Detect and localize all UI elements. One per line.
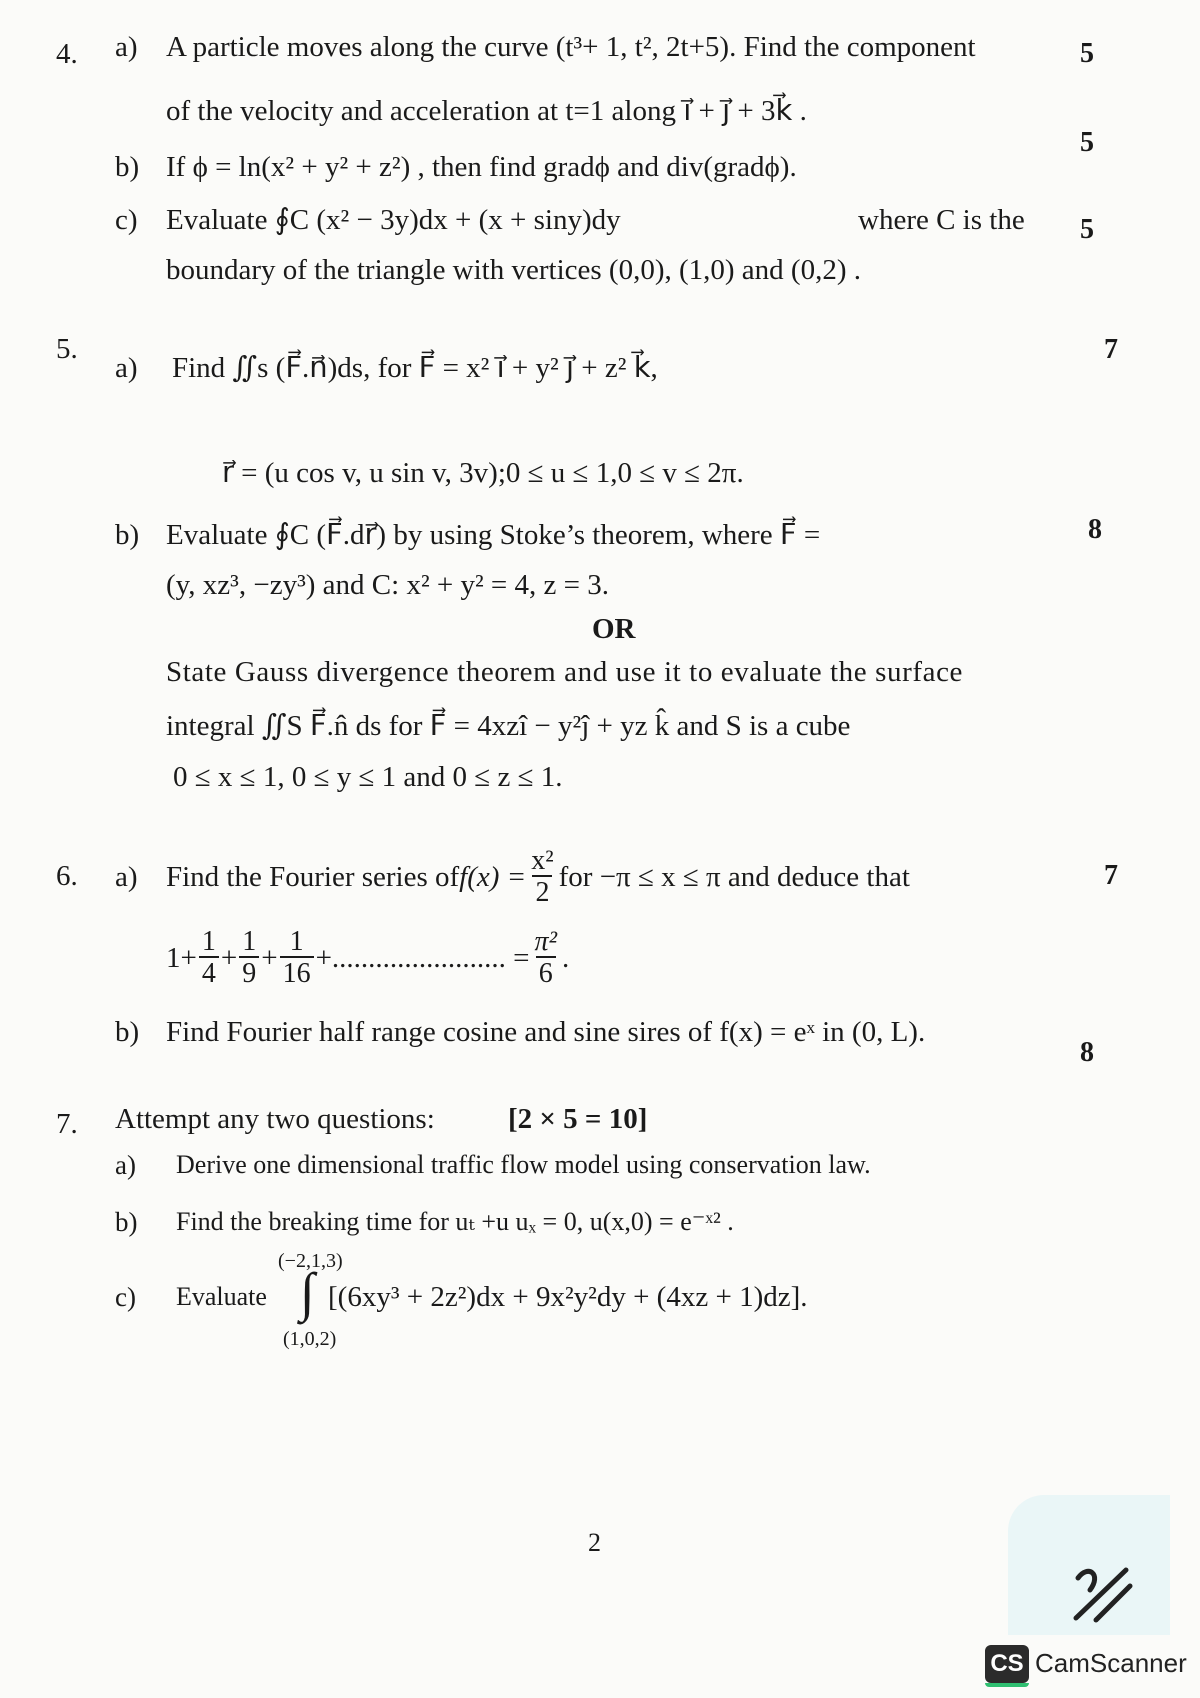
q5a-line1: Find ∬s (F⃗.n⃗)ds, for F⃗ = x² i⃗ + y² j⃗ + z² k⃗,	[172, 352, 658, 384]
series-start: 1+	[166, 942, 197, 974]
q5b-line2: (y, xz³, −zy³) and C: x² + y² = 4, z = 3.	[166, 569, 610, 601]
q5b-line3: State Gauss divergence theorem and use it to evaluate the surface	[166, 656, 964, 688]
series-term-2	[239, 928, 259, 988]
q7c-prefix: Evaluate	[176, 1282, 267, 1311]
q5b-line1: Evaluate ∮C (F⃗.dr⃗) by using Stoke’s theorem, where F⃗ =	[166, 519, 821, 551]
q5b-marks: 8	[1088, 514, 1102, 545]
question-6-number: 6.	[56, 860, 78, 892]
q7a-label: a)	[115, 1150, 136, 1180]
q4b-text: If ϕ = ln(x² + y² + z²) , then find gradϕ and div(gradϕ).	[166, 151, 797, 183]
q4b-label: b)	[115, 151, 140, 183]
camscanner-logo: CS	[985, 1645, 1029, 1683]
q5a-line2: r⃗ = (u cos v, u sin v, 3v);0 ≤ u ≤ 1,0 ≤ v ≤ 2π.	[222, 457, 744, 489]
q7c-lower-limit: (1,0,2)	[283, 1328, 337, 1350]
term-1-num: 1	[201, 926, 216, 957]
q6b-marks: 8	[1080, 1037, 1094, 1068]
term-2-den: 9	[239, 956, 259, 988]
q7c-label: c)	[115, 1282, 136, 1312]
camscanner-name: CamScanner	[1035, 1648, 1187, 1678]
scanner-stroke-icon	[1068, 1560, 1138, 1630]
page-number: 2	[588, 1528, 601, 1557]
or-separator: OR	[592, 613, 636, 645]
q7b-text: Find the breaking time for uₜ +u uₓ = 0, u(x,0) = e⁻ˣ² .	[176, 1207, 734, 1236]
q6a-post: for −π ≤ x ≤ π and deduce that	[558, 861, 910, 893]
series-end: .	[561, 942, 570, 974]
q4a-line1: A particle moves along the curve (t³+ 1, t², 2t+5). Find the component	[166, 31, 976, 63]
q6b-label: b)	[115, 1016, 140, 1048]
q5b-line5: 0 ≤ x ≤ 1, 0 ≤ y ≤ 1 and 0 ≤ z ≤ 1.	[173, 761, 563, 793]
q6a-marks: 7	[1104, 860, 1118, 891]
q4c-label: c)	[115, 204, 138, 236]
q4a-label: a)	[115, 31, 138, 63]
rhs-den: 6	[536, 956, 556, 988]
q6a-line1	[166, 842, 910, 912]
question-5-number: 5.	[56, 333, 78, 365]
series-term-1	[199, 928, 219, 988]
question-4-number: 4.	[56, 38, 78, 70]
q6a-frac-den: 2	[532, 875, 552, 907]
q5a-marks: 7	[1104, 334, 1118, 365]
q4c-line1: Evaluate ∮C (x² − 3y)dx + (x + siny)dy	[166, 204, 621, 236]
term-3-num: 1	[289, 926, 304, 957]
q7-heading-marks: [2 × 5 = 10]	[508, 1103, 648, 1135]
q6a-fraction	[528, 847, 556, 907]
integral-sign-icon: ∫	[300, 1262, 315, 1322]
q4b-marks: 5	[1080, 127, 1094, 158]
term-3-den: 16	[280, 956, 314, 988]
q7c-upper-limit: (−2,1,3)	[278, 1250, 343, 1272]
q4c-marks: 5	[1080, 214, 1094, 245]
q7b-label: b)	[115, 1207, 138, 1237]
q4c-line1-tail: where C is the	[858, 204, 1025, 236]
series-rhs	[532, 928, 560, 988]
q6a-pre: Find the Fourier series of	[166, 861, 460, 893]
q5b-label: b)	[115, 519, 140, 551]
rhs-num: π²	[534, 926, 557, 957]
question-7-number: 7.	[56, 1108, 78, 1140]
q6b-text: Find Fourier half range cosine and sine sires of f(x) = eˣ in (0, L).	[166, 1016, 926, 1048]
q6a-frac-num: x²	[531, 845, 554, 876]
q5a-label: a)	[115, 352, 138, 384]
q6a-fx: f(x) =	[459, 861, 527, 893]
q7c-integrand: [(6xy³ + 2z²)dx + 9x²y²dy + (4xz + 1)dz].	[328, 1281, 808, 1313]
q4a-line2: of the velocity and acceleration at t=1 along i⃗ + j⃗ + 3k⃗ .	[166, 95, 807, 127]
q4a-marks: 5	[1080, 38, 1094, 69]
term-2-num: 1	[242, 926, 257, 957]
q7a-text: Derive one dimensional traffic flow model using conservation law.	[176, 1150, 871, 1179]
q5b-line4: integral ∬S F⃗.n̂ ds for F⃗ = 4xzî − y²ĵ + yz k̂ and S is a cube	[166, 710, 851, 742]
series-dots: +........................ =	[315, 942, 530, 974]
q6a-series: 1+ $\frac{1}{4}$ + $\frac{1}{9}$ + $\frac{1}{16}$ +........................ = $\frac{\text{π²}}{6}$ .	[166, 926, 570, 989]
term-1-den: 4	[199, 956, 219, 988]
series-term-3	[280, 928, 314, 988]
q6a-label: a)	[115, 861, 138, 893]
q7-heading: Attempt any two questions:	[115, 1103, 435, 1135]
q4c-line2: boundary of the triangle with vertices (0,0), (1,0) and (0,2) .	[166, 254, 861, 286]
